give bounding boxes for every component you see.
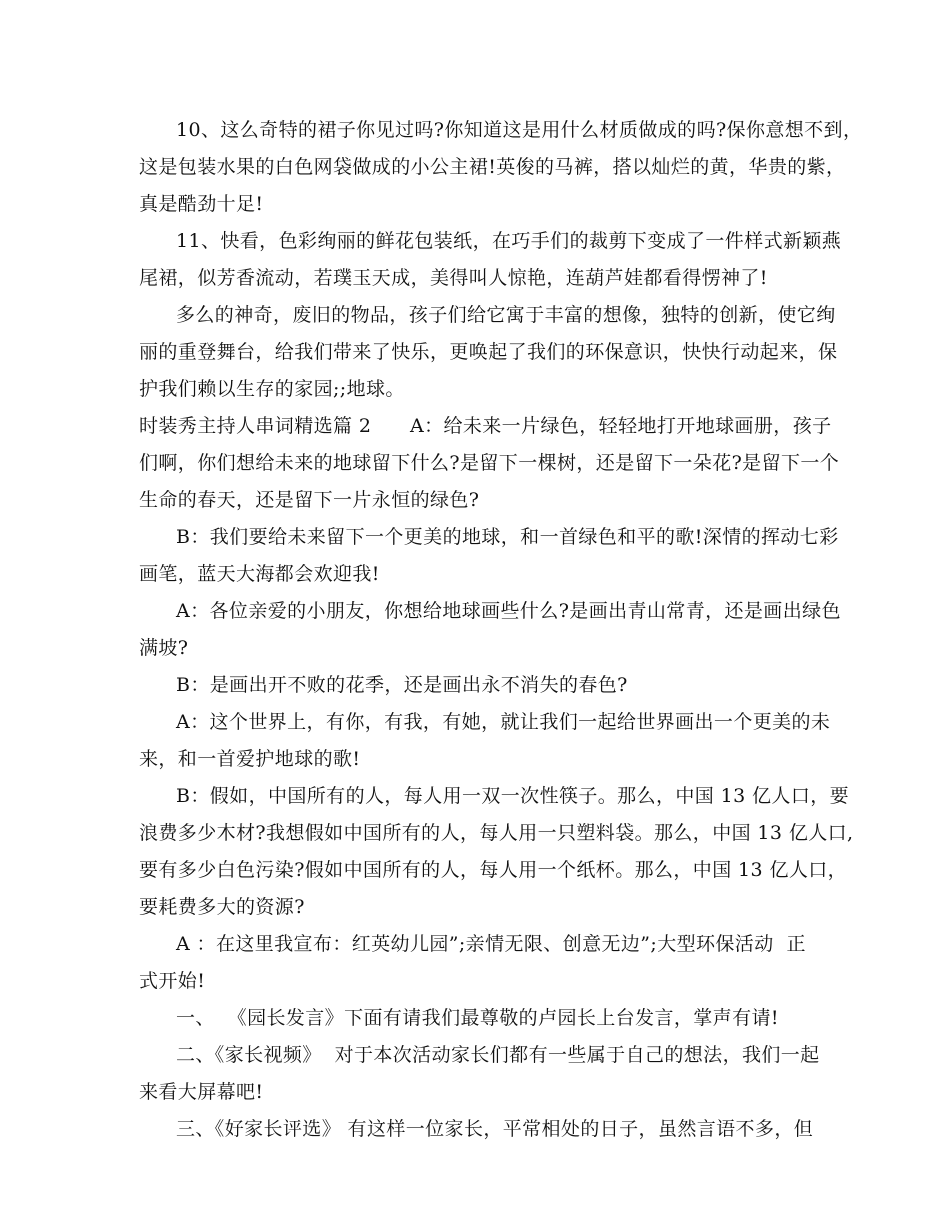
text-line: 10、这么奇特的裙子你见过吗?你知道这是用什么材质做成的吗?保你意想不到， [176,119,863,141]
text-line: 丽的重登舞台，给我们带来了快乐，更唤起了我们的环保意识，快快行动起来，保 [139,341,838,363]
text-line: 式开始! [139,970,206,992]
text-line: 来看大屏幕吧! [139,1081,264,1103]
text-line: 一、 《园长发言》下面有请我们最尊敬的卢园长上台发言，掌声有请! [176,1007,779,1029]
text-line: 二、《家长视频》 对于本次活动家长们都有一些属于自己的想法，我们一起 [176,1044,820,1066]
text-line: B：是画出开不败的花季，还是画出永不消失的春色? [176,674,628,696]
text-line: A：各位亲爱的小朋友，你想给地球画些什么?是画出青山常青，还是画出绿色 [176,600,841,622]
text-line: 们啊，你们想给未来的地球留下什么?是留下一棵树，还是留下一朵花?是留下一个 [139,452,840,474]
section-heading-line: 时装秀主持人串词精选篇 2 A：给未来一片绿色，轻轻地打开地球画册，孩子 [139,415,832,437]
text-line: 多么的神奇，废旧的物品，孩子们给它寓于丰富的想像，独特的创新，使它绚 [176,304,836,326]
text-line: 真是酷劲十足! [139,193,264,215]
text-line: 要有多少白色污染?假如中国所有的人，每人用一个纸杯。那么，中国 13 亿人口， [139,859,848,881]
text-line: A：这个世界上，有你，有我，有她，就让我们一起给世界画出一个更美的未 [176,711,831,733]
text-line: 尾裙，似芳香流动，若璞玉天成，美得叫人惊艳，连葫芦娃都看得愣神了! [139,267,768,289]
text-line: B：假如，中国所有的人，每人用一双一次性筷子。那么，中国 13 亿人口，要 [176,785,850,807]
text-line: 满坡? [139,637,189,659]
text-line: B：我们要给未来留下一个更美的地球，和一首绿色和平的歌!深情的挥动七彩 [176,526,839,548]
text-line: 画笔，蓝天大海都会欢迎我! [139,563,380,585]
text-line: 护我们赖以生存的家园;;地球。 [139,378,405,400]
text-line: 要耗费多大的资源? [139,896,305,918]
text-line: 这是包装水果的白色网袋做成的小公主裙!英俊的马裤，搭以灿烂的黄，华贵的紫， [139,156,846,178]
text-line: 来，和一首爱护地球的歌! [139,748,361,770]
text-line: A ：在这里我宣布：红英幼儿园”;亲情无限、创意无边”;大型环保活动 正 [176,933,806,955]
text-line: 生命的春天，还是留下一片永恒的绿色? [139,489,480,511]
text-line: 三、《好家长评选》 有这样一位家长，平常相处的日子，虽然言语不多，但 [176,1118,814,1140]
text-line: 11、快看，色彩绚丽的鲜花包装纸，在巧手们的裁剪下变成了一件样式新颖燕 [176,230,842,252]
text-line: 浪费多少木材?我想假如中国所有的人，每人用一只塑料袋。那么，中国 13 亿人口, [139,822,854,844]
